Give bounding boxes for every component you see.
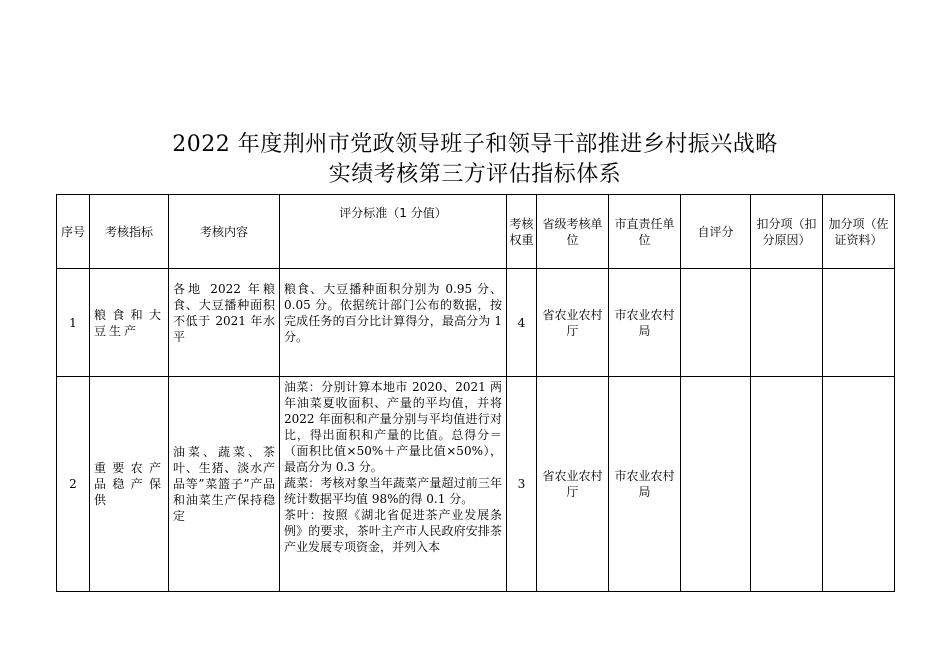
table-row [57, 377, 895, 592]
header-row [57, 195, 895, 269]
header-weight: 考核权重 [507, 195, 537, 269]
header-bonus: 加分项（佐证资料） [823, 195, 895, 269]
document-title-line1: 2022 年度荆州市党政领导班子和领导干部推进乡村振兴战略 [172, 132, 778, 157]
document-title-line2: 实绩考核第三方评估指标体系 [328, 162, 622, 187]
row-prov-unit: 省农业农村厅 [537, 269, 609, 377]
row-bonus [823, 377, 895, 592]
header-prov-unit: 省级考核单位 [537, 195, 609, 269]
criteria-tea: 茶叶：按照《湖北省促进茶产业发展条例》的要求，茶叶主产市人民政府安排茶产业发展专项资金，并列入本 [284, 508, 502, 554]
row-city-unit: 市农业农村局 [609, 377, 681, 592]
header-indicator: 考核指标 [90, 195, 169, 269]
row-prov-unit: 省农业农村厅 [537, 377, 609, 592]
table-row [57, 269, 895, 377]
criteria-rapeseed: 油菜：分别计算本地市 2020、2021 两年油菜夏收面积、产量的平均值，并将 2022 年面积和产量分别与平均值进行对比，得出面积和产量的比值。总得分＝（面积比值×50%＋产量比值×50%），最高分为 0.3 分。 [284, 380, 502, 474]
header-index: 序号 [57, 195, 90, 269]
row-criteria [280, 377, 507, 592]
row-city-unit: 市农业农村局 [609, 269, 681, 377]
header-deduct: 扣分项（扣分原因） [751, 195, 823, 269]
row-indicator: 粮食和大豆生产 [90, 269, 169, 377]
row-self-score [681, 377, 751, 592]
row-content: 各地 2022 年粮食、大豆播种面积不低于 2021 年水平 [169, 269, 280, 377]
criteria-vegetables: 蔬菜：考核对象当年蔬菜产量超过前三年统计数据平均值 98%的得 0.1 分。 [284, 476, 502, 506]
indicator-table [56, 194, 895, 592]
row-deduct [751, 269, 823, 377]
row-weight: 4 [507, 269, 537, 377]
header-content: 考核内容 [169, 195, 280, 269]
row-self-score [681, 269, 751, 377]
row-index: 2 [57, 377, 90, 592]
header-self-score: 自评分 [681, 195, 751, 269]
criteria-text: 粮食、大豆播种面积分别为 0.95 分、0.05 分。依据统计部门公布的数据，按完成任务的百分比计算得分，最高分为 1 分。 [284, 282, 502, 344]
row-content: 油菜、蔬菜、茶叶、生猪、淡水产品等”菜篮子”产品和油菜生产保持稳定 [169, 377, 280, 592]
header-city-unit: 市直责任单位 [609, 195, 681, 269]
row-indicator: 重要农产品稳产保供 [90, 377, 169, 592]
row-index: 1 [57, 269, 90, 377]
row-weight: 3 [507, 377, 537, 592]
row-bonus [823, 269, 895, 377]
header-criteria: 评分标准（1 分值） [280, 195, 507, 269]
row-deduct [751, 377, 823, 592]
row-criteria [280, 269, 507, 377]
